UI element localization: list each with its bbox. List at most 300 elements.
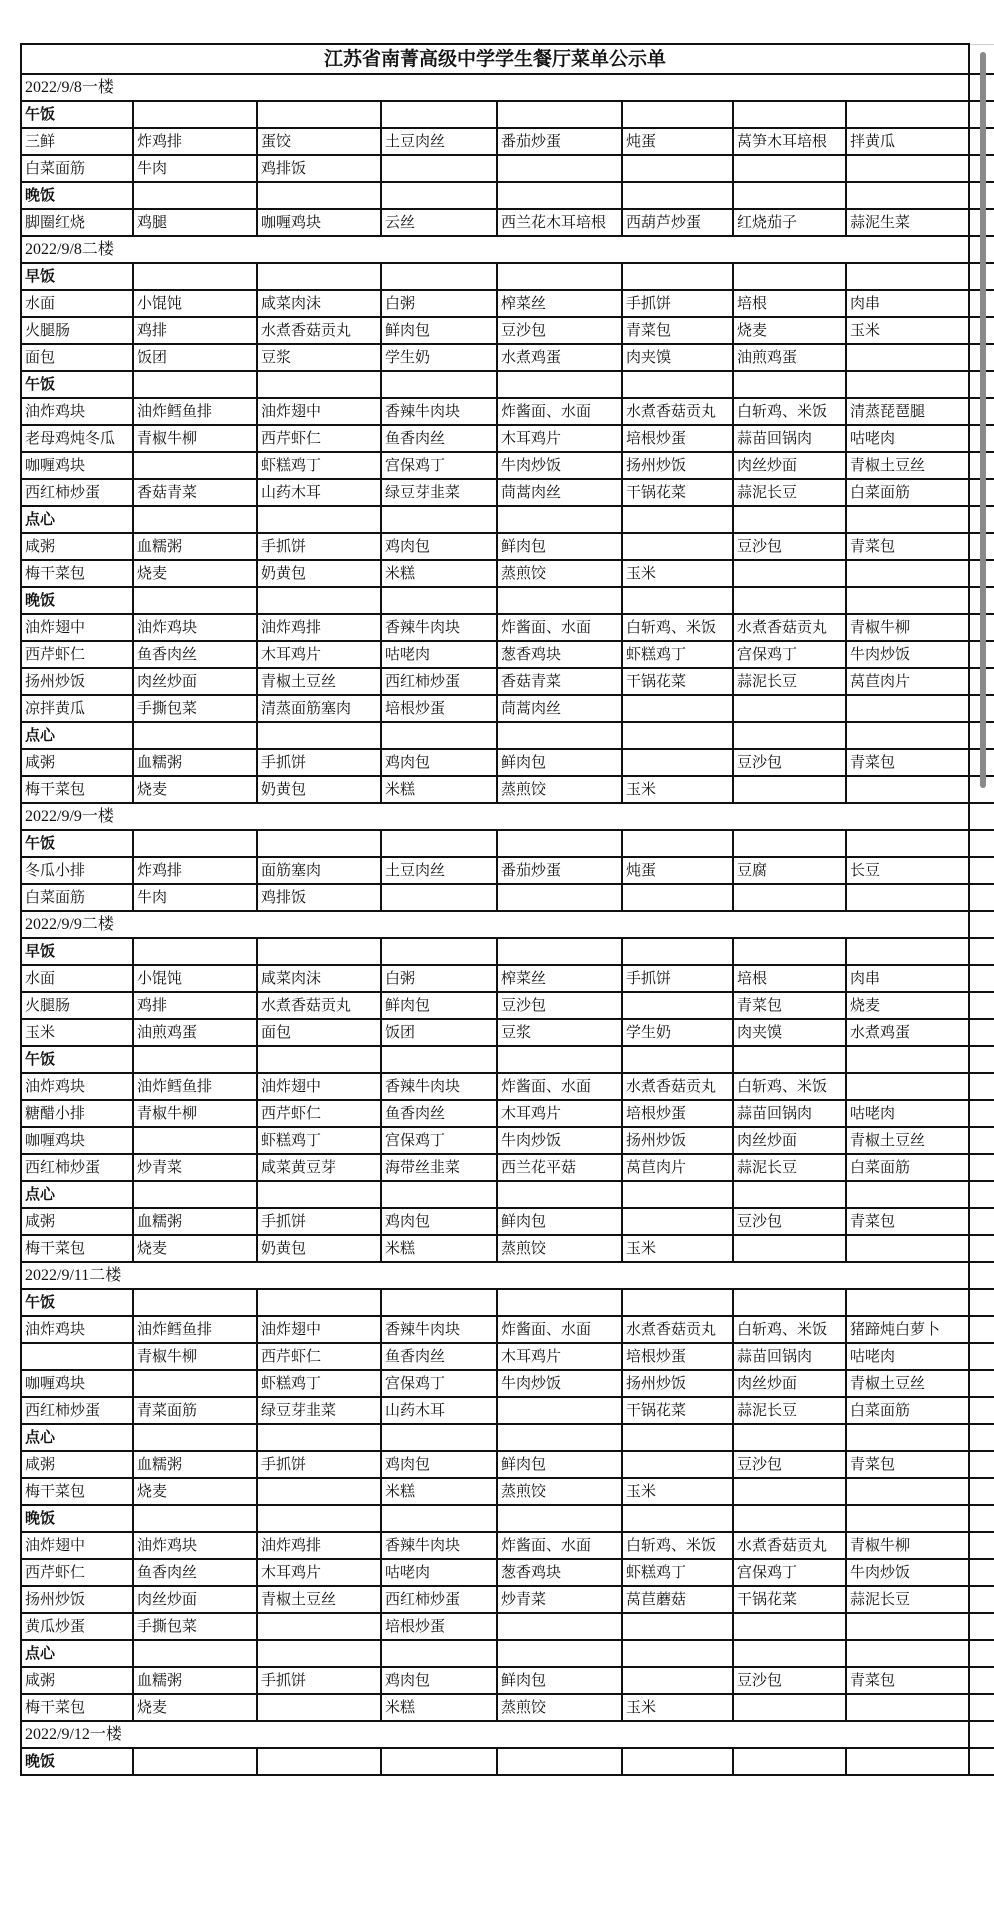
empty-cell [497,1640,622,1667]
dish-cell: 西红柿炒蛋 [21,1397,133,1424]
dish-cell: 肉丝炒面 [133,1586,257,1613]
vertical-scrollbar[interactable] [980,52,986,788]
dish-cell: 咕咾肉 [846,1343,969,1370]
dish-cell [733,695,846,722]
empty-cell [133,1046,257,1073]
empty-cell [381,263,497,290]
meal-label: 点心 [21,1181,133,1208]
dish-cell: 鸡肉包 [381,533,497,560]
empty-cell [622,101,733,128]
dish-cell: 青椒牛柳 [846,1532,969,1559]
extra-cell [969,1127,994,1154]
dish-row [21,641,994,668]
dish-cell: 手抓饼 [257,1667,381,1694]
dish-cell: 青椒土豆丝 [846,1127,969,1154]
meal-header-row [21,938,994,965]
dish-cell: 面包 [257,1019,381,1046]
dish-cell: 白斩鸡、米饭 [622,614,733,641]
extra-cell [969,1532,994,1559]
dish-cell: 虾糕鸡丁 [257,1127,381,1154]
empty-cell [846,1424,969,1451]
dish-cell: 水煮香菇贡丸 [257,992,381,1019]
meal-header-row [21,1505,994,1532]
dish-row [21,1235,994,1262]
dish-cell: 青菜包 [846,533,969,560]
meal-header-row [21,1046,994,1073]
dish-cell: 蒸煎饺 [497,1478,622,1505]
dish-cell: 饭团 [133,344,257,371]
dish-cell: 水面 [21,965,133,992]
date-row [21,803,994,830]
dish-cell: 干锅花菜 [622,1397,733,1424]
extra-cell [969,1667,994,1694]
dish-cell: 宫保鸡丁 [381,452,497,479]
dish-cell: 蒸煎饺 [497,1694,622,1721]
empty-cell [381,938,497,965]
dish-cell: 青菜包 [846,1451,969,1478]
dish-cell: 扬州炒饭 [622,452,733,479]
empty-cell [257,371,381,398]
dish-cell: 黄瓜炒蛋 [21,1613,133,1640]
dish-cell: 咕咾肉 [846,425,969,452]
dish-cell: 肉夹馍 [622,344,733,371]
meal-header-row [21,371,994,398]
empty-cell [497,1046,622,1073]
dish-row [21,1613,994,1640]
empty-cell [846,1181,969,1208]
date-row [21,1721,994,1748]
dish-cell: 油炸鸡排 [257,614,381,641]
dish-row [21,1019,994,1046]
dish-row [21,1343,994,1370]
dish-cell: 手抓饼 [622,965,733,992]
empty-cell [733,263,846,290]
dish-cell: 饭团 [381,1019,497,1046]
dish-cell [622,1613,733,1640]
dish-cell: 炒青菜 [133,1154,257,1181]
dish-cell: 炸酱面、水面 [497,398,622,425]
dish-cell: 水煮鸡蛋 [846,1019,969,1046]
dish-cell: 青椒土豆丝 [846,452,969,479]
dish-row [21,884,994,911]
dish-cell: 青椒土豆丝 [257,1586,381,1613]
date-floor-heading: 2022/9/8二楼 [21,236,969,263]
dish-cell: 水煮香菇贡丸 [257,317,381,344]
dish-cell: 培根炒蛋 [381,695,497,722]
dish-cell: 烧麦 [733,317,846,344]
empty-cell [622,938,733,965]
dish-cell: 火腿肠 [21,992,133,1019]
dish-cell [733,155,846,182]
meal-header-row [21,1424,994,1451]
empty-cell [381,587,497,614]
dish-cell: 小馄饨 [133,290,257,317]
meal-label: 午饭 [21,830,133,857]
extra-cell [969,1694,994,1721]
dish-cell: 蒜泥生菜 [846,209,969,236]
dish-cell: 炖蛋 [622,857,733,884]
extra-cell [969,1154,994,1181]
dish-row [21,1208,994,1235]
dish-cell: 培根 [733,290,846,317]
dish-cell: 茼蒿肉丝 [497,695,622,722]
dish-cell: 豆沙包 [733,1208,846,1235]
dish-cell: 牛肉 [133,155,257,182]
meal-header-row [21,587,994,614]
dish-cell: 蒜泥长豆 [846,1586,969,1613]
dish-cell: 青椒牛柳 [846,614,969,641]
dish-cell: 木耳鸡片 [257,641,381,668]
dish-cell: 香辣牛肉块 [381,614,497,641]
extra-cell [969,1478,994,1505]
dish-cell: 咸粥 [21,749,133,776]
empty-cell [846,506,969,533]
dish-cell: 豆沙包 [733,1451,846,1478]
dish-cell: 蒜泥长豆 [733,479,846,506]
dish-cell: 莴笋木耳培根 [733,128,846,155]
dish-cell: 玉米 [622,1694,733,1721]
dish-cell: 脚圈红烧 [21,209,133,236]
dish-cell: 玉米 [846,317,969,344]
dish-cell: 扬州炒饭 [21,1586,133,1613]
empty-cell [257,1181,381,1208]
extra-cell [969,857,994,884]
dish-cell: 油煎鸡蛋 [133,1019,257,1046]
dish-cell: 扬州炒饭 [622,1127,733,1154]
meal-label: 点心 [21,1640,133,1667]
dish-cell: 蛋饺 [257,128,381,155]
dish-cell: 奶黄包 [257,1235,381,1262]
meal-header-row [21,182,994,209]
dish-cell: 咖喱鸡块 [21,1127,133,1154]
dish-cell: 鲜肉包 [381,992,497,1019]
dish-cell: 鲜肉包 [497,533,622,560]
empty-cell [381,722,497,749]
empty-cell [381,506,497,533]
dish-cell: 面筋塞肉 [257,857,381,884]
dish-cell: 米糕 [381,1694,497,1721]
dish-cell: 虾糕鸡丁 [257,452,381,479]
dish-cell [846,1694,969,1721]
dish-cell: 青椒土豆丝 [257,668,381,695]
dish-cell: 炸酱面、水面 [497,1532,622,1559]
dish-cell: 肉丝炒面 [733,1370,846,1397]
dish-cell: 蒸煎饺 [497,776,622,803]
dish-cell: 鱼香肉丝 [381,1343,497,1370]
dish-cell: 莴苣蘑菇 [622,1586,733,1613]
empty-cell [622,587,733,614]
dish-cell: 血糯粥 [133,1451,257,1478]
empty-cell [133,1181,257,1208]
dish-cell: 宫保鸡丁 [381,1370,497,1397]
dish-cell: 白菜面筋 [21,155,133,182]
dish-cell: 水面 [21,290,133,317]
dish-cell: 学生奶 [622,1019,733,1046]
dish-cell: 豆浆 [257,344,381,371]
extra-cell [969,1019,994,1046]
dish-cell: 扬州炒饭 [622,1370,733,1397]
dish-cell: 培根 [733,965,846,992]
empty-cell [133,101,257,128]
meal-label: 晚饭 [21,1505,133,1532]
empty-cell [733,722,846,749]
empty-cell [257,1046,381,1073]
dish-cell: 莴苣肉片 [846,668,969,695]
empty-cell [733,830,846,857]
empty-cell [622,722,733,749]
dish-cell: 红烧茄子 [733,209,846,236]
dish-cell: 豆浆 [497,1019,622,1046]
dish-cell: 蒸煎饺 [497,560,622,587]
extra-cell [969,830,994,857]
dish-cell: 梅干菜包 [21,560,133,587]
dish-cell: 炒青菜 [497,1586,622,1613]
empty-cell [133,371,257,398]
empty-cell [257,101,381,128]
dish-cell: 香辣牛肉块 [381,398,497,425]
dish-cell: 炸酱面、水面 [497,614,622,641]
dish-cell: 蒜泥长豆 [733,668,846,695]
dish-cell: 炸酱面、水面 [497,1316,622,1343]
meal-header-row [21,1181,994,1208]
extra-cell [969,1451,994,1478]
dish-cell: 肉串 [846,965,969,992]
dish-cell: 豆沙包 [733,749,846,776]
dish-cell: 白粥 [381,965,497,992]
empty-cell [733,182,846,209]
dish-cell: 青菜包 [846,749,969,776]
dish-cell: 水煮香菇贡丸 [733,1532,846,1559]
dish-cell: 学生奶 [381,344,497,371]
empty-cell [497,1181,622,1208]
dish-cell [622,992,733,1019]
extra-cell [969,1208,994,1235]
meal-header-row [21,1748,994,1775]
dish-cell [381,155,497,182]
extra-cell [969,992,994,1019]
dish-cell: 玉米 [622,776,733,803]
dish-cell: 糖醋小排 [21,1100,133,1127]
dish-cell: 鸡腿 [133,209,257,236]
extra-cell [969,1289,994,1316]
empty-cell [846,1748,969,1775]
menu-sheet [20,43,994,1776]
dish-cell: 绿豆芽韭菜 [381,479,497,506]
dish-cell: 梅干菜包 [21,776,133,803]
dish-cell: 血糯粥 [133,1208,257,1235]
dish-cell: 烧麦 [133,776,257,803]
empty-cell [133,1424,257,1451]
dish-cell: 土豆肉丝 [381,857,497,884]
empty-cell [381,1289,497,1316]
dish-cell: 蒜苗回锅肉 [733,1343,846,1370]
dish-cell: 水煮香菇贡丸 [733,614,846,641]
dish-cell: 培根炒蛋 [622,425,733,452]
extra-cell [969,1397,994,1424]
dish-cell: 咸粥 [21,533,133,560]
extra-cell [969,1424,994,1451]
dish-cell: 烧麦 [846,992,969,1019]
dish-cell: 白斩鸡、米饭 [622,1532,733,1559]
dish-cell: 咸菜黄豆芽 [257,1154,381,1181]
dish-cell: 绿豆芽韭菜 [257,1397,381,1424]
meal-header-row [21,1640,994,1667]
dish-cell: 白菜面筋 [846,1397,969,1424]
empty-cell [622,1181,733,1208]
dish-cell: 米糕 [381,1478,497,1505]
dish-cell: 虾糕鸡丁 [257,1370,381,1397]
empty-cell [733,1640,846,1667]
dish-cell: 油炸鸡块 [133,614,257,641]
empty-cell [381,1046,497,1073]
dish-cell: 鸡肉包 [381,749,497,776]
dish-cell: 香辣牛肉块 [381,1073,497,1100]
dish-cell: 西芹虾仁 [257,1343,381,1370]
empty-cell [133,1289,257,1316]
dish-cell: 莴苣肉片 [622,1154,733,1181]
empty-cell [622,1748,733,1775]
dish-cell [622,695,733,722]
dish-cell [733,1613,846,1640]
dish-cell: 鲜肉包 [497,749,622,776]
dish-cell: 香菇青菜 [497,668,622,695]
dish-cell: 木耳鸡片 [257,1559,381,1586]
dish-cell: 咸粥 [21,1667,133,1694]
dish-row [21,452,994,479]
dish-cell: 木耳鸡片 [497,425,622,452]
dish-row [21,317,994,344]
dish-cell: 蒜泥长豆 [733,1154,846,1181]
title-row [21,44,994,74]
empty-cell [497,830,622,857]
dish-cell: 烧麦 [133,1478,257,1505]
dish-cell: 奶黄包 [257,560,381,587]
dish-cell: 干锅花菜 [622,479,733,506]
dish-cell: 培根炒蛋 [622,1343,733,1370]
date-floor-heading: 2022/9/11二楼 [21,1262,969,1289]
extra-cell [969,1343,994,1370]
dish-cell: 冬瓜小排 [21,857,133,884]
dish-cell: 梅干菜包 [21,1478,133,1505]
empty-cell [733,101,846,128]
meal-label: 晚饭 [21,182,133,209]
empty-cell [497,1289,622,1316]
meal-header-row [21,830,994,857]
empty-cell [257,506,381,533]
dish-cell: 山药木耳 [257,479,381,506]
empty-cell [257,938,381,965]
dish-cell: 油炸鳕鱼排 [133,1316,257,1343]
dish-cell: 葱香鸡块 [497,641,622,668]
dish-cell: 西芹虾仁 [257,425,381,452]
dish-cell: 蒸煎饺 [497,1235,622,1262]
empty-cell [497,101,622,128]
dish-cell: 油炸鸡块 [21,1316,133,1343]
meal-label: 午饭 [21,101,133,128]
date-row [21,911,994,938]
dish-cell: 鲜肉包 [497,1451,622,1478]
empty-cell [133,938,257,965]
dish-cell: 青菜包 [846,1208,969,1235]
extra-cell [969,911,994,938]
dish-cell: 水煮鸡蛋 [497,344,622,371]
dish-cell: 西葫芦炒蛋 [622,209,733,236]
dish-cell: 牛肉炒饭 [497,1127,622,1154]
extra-cell [969,938,994,965]
dish-cell: 米糕 [381,560,497,587]
dish-cell [846,560,969,587]
extra-cell [969,1613,994,1640]
dish-cell: 青椒牛柳 [133,425,257,452]
dish-row [21,425,994,452]
dish-cell: 鱼香肉丝 [381,425,497,452]
empty-cell [257,1640,381,1667]
dish-row [21,1694,994,1721]
dish-cell: 拌黄瓜 [846,128,969,155]
dish-cell: 宫保鸡丁 [381,1127,497,1154]
dish-cell: 清蒸面筋塞肉 [257,695,381,722]
dish-cell [497,155,622,182]
empty-cell [257,1424,381,1451]
empty-cell [497,371,622,398]
dish-row [21,1127,994,1154]
meal-header-row [21,722,994,749]
dish-cell: 鸡排饭 [257,155,381,182]
empty-cell [622,830,733,857]
dish-cell: 水煮香菇贡丸 [622,398,733,425]
empty-cell [381,182,497,209]
date-floor-heading: 2022/9/8一楼 [21,74,969,101]
extra-cell [969,1586,994,1613]
dish-cell: 炸鸡排 [133,128,257,155]
extra-cell [969,1046,994,1073]
meal-label: 午饭 [21,1046,133,1073]
empty-cell [381,101,497,128]
empty-cell [622,1505,733,1532]
dish-cell [257,1478,381,1505]
extra-cell [969,1073,994,1100]
dish-cell [133,1127,257,1154]
dish-cell: 宫保鸡丁 [733,641,846,668]
dish-cell: 咸粥 [21,1208,133,1235]
dish-cell: 老母鸡炖冬瓜 [21,425,133,452]
dish-cell [133,452,257,479]
empty-cell [257,1748,381,1775]
dish-cell [257,1694,381,1721]
dish-cell: 手抓饼 [622,290,733,317]
dish-cell: 水煮香菇贡丸 [622,1316,733,1343]
dish-cell: 培根炒蛋 [622,1100,733,1127]
empty-cell [497,722,622,749]
empty-cell [381,830,497,857]
dish-row [21,290,994,317]
dish-cell: 豆沙包 [497,992,622,1019]
empty-cell [846,1289,969,1316]
dish-cell: 西红柿炒蛋 [21,479,133,506]
empty-cell [733,506,846,533]
dish-cell: 西芹虾仁 [21,641,133,668]
empty-cell [257,1505,381,1532]
page-title: 江苏省南菁高级中学学生餐厅菜单公示单 [21,44,969,74]
dish-cell [846,884,969,911]
dish-cell: 咕咾肉 [381,1559,497,1586]
empty-cell [133,830,257,857]
dish-cell: 鲜肉包 [497,1667,622,1694]
dish-cell [21,1343,133,1370]
dish-cell: 长豆 [846,857,969,884]
dish-cell: 蒜泥长豆 [733,1397,846,1424]
empty-cell [622,1289,733,1316]
